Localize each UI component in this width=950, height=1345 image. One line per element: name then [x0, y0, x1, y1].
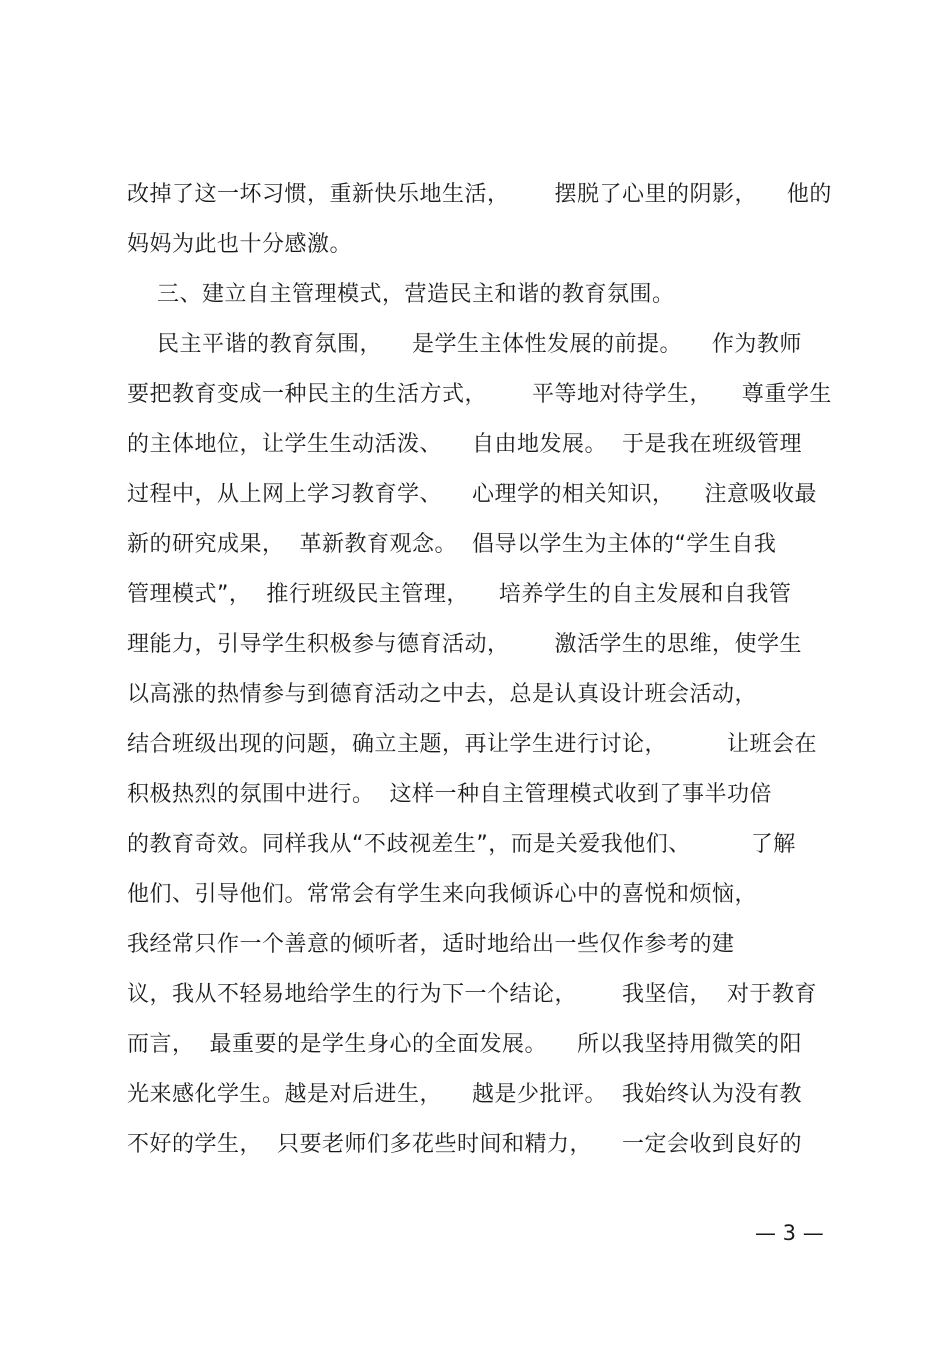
text-line: 妈妈为此也十分感激。	[127, 232, 353, 257]
text-line: 改掉了这一坏习惯，重新快乐地生活， 摆脱了心里的阴影， 他的	[127, 182, 832, 207]
page-number: — 3 —	[755, 1221, 824, 1245]
text-line: 议，我从不轻易地给学生的行为下一个结论， 我坚信， 对于教育	[127, 982, 817, 1007]
text-line: 的主体地位，让学生生动活泼、 自由地发展。 于是我在班级管理	[127, 432, 802, 457]
body-text	[127, 170, 832, 1170]
text-line: 光来感化学生。越是对后进生， 越是少批评。 我始终认为没有教	[127, 1082, 802, 1107]
text-line: 他们、引导他们。常常会有学生来向我倾诉心中的喜悦和烦恼，	[127, 882, 758, 907]
text-line: 要把教育变成一种民主的生活方式， 平等地对待学生， 尊重学生	[127, 382, 832, 407]
section-heading: 三、建立自主管理模式，营造民主和谐的教育氛围。	[127, 282, 675, 307]
text-line: 而言， 最重要的是学生身心的全面发展。 所以我坚持用微笑的阳	[127, 1032, 802, 1057]
text-line: 新的研究成果， 革新教育观念。 倡导以学生为主体的“学生自我	[127, 532, 777, 557]
text-line: 以高涨的热情参与到德育活动之中去，总是认真设计班会活动，	[127, 682, 758, 707]
text-line: 结合班级出现的问题，确立主题，再让学生进行讨论， 让班会在	[127, 732, 817, 757]
text-line: 积极热烈的氛围中进行。 这样一种自主管理模式收到了事半功倍	[127, 782, 772, 807]
text-line: 理能力，引导学生积极参与德育活动， 激活学生的思维，使学生	[127, 632, 802, 657]
text-line: 我经常只作一个善意的倾听者，适时地给出一些仅作参考的建	[127, 932, 735, 957]
text-line: 管理模式”， 推行班级民主管理， 培养学生的自主发展和自我管	[127, 582, 792, 607]
text-line: 民主平谐的教育氛围， 是学生主体性发展的前提。 作为教师	[127, 332, 802, 357]
text-line: 不好的学生， 只要老师们多花些时间和精力， 一定会收到良好的	[127, 1132, 802, 1157]
text-line: 过程中，从上网上学习教育学、 心理学的相关知识， 注意吸收最	[127, 482, 817, 507]
text-line: 的教育奇效。同样我从“不歧视差生”，而是关爱我他们、 了解	[127, 832, 796, 857]
